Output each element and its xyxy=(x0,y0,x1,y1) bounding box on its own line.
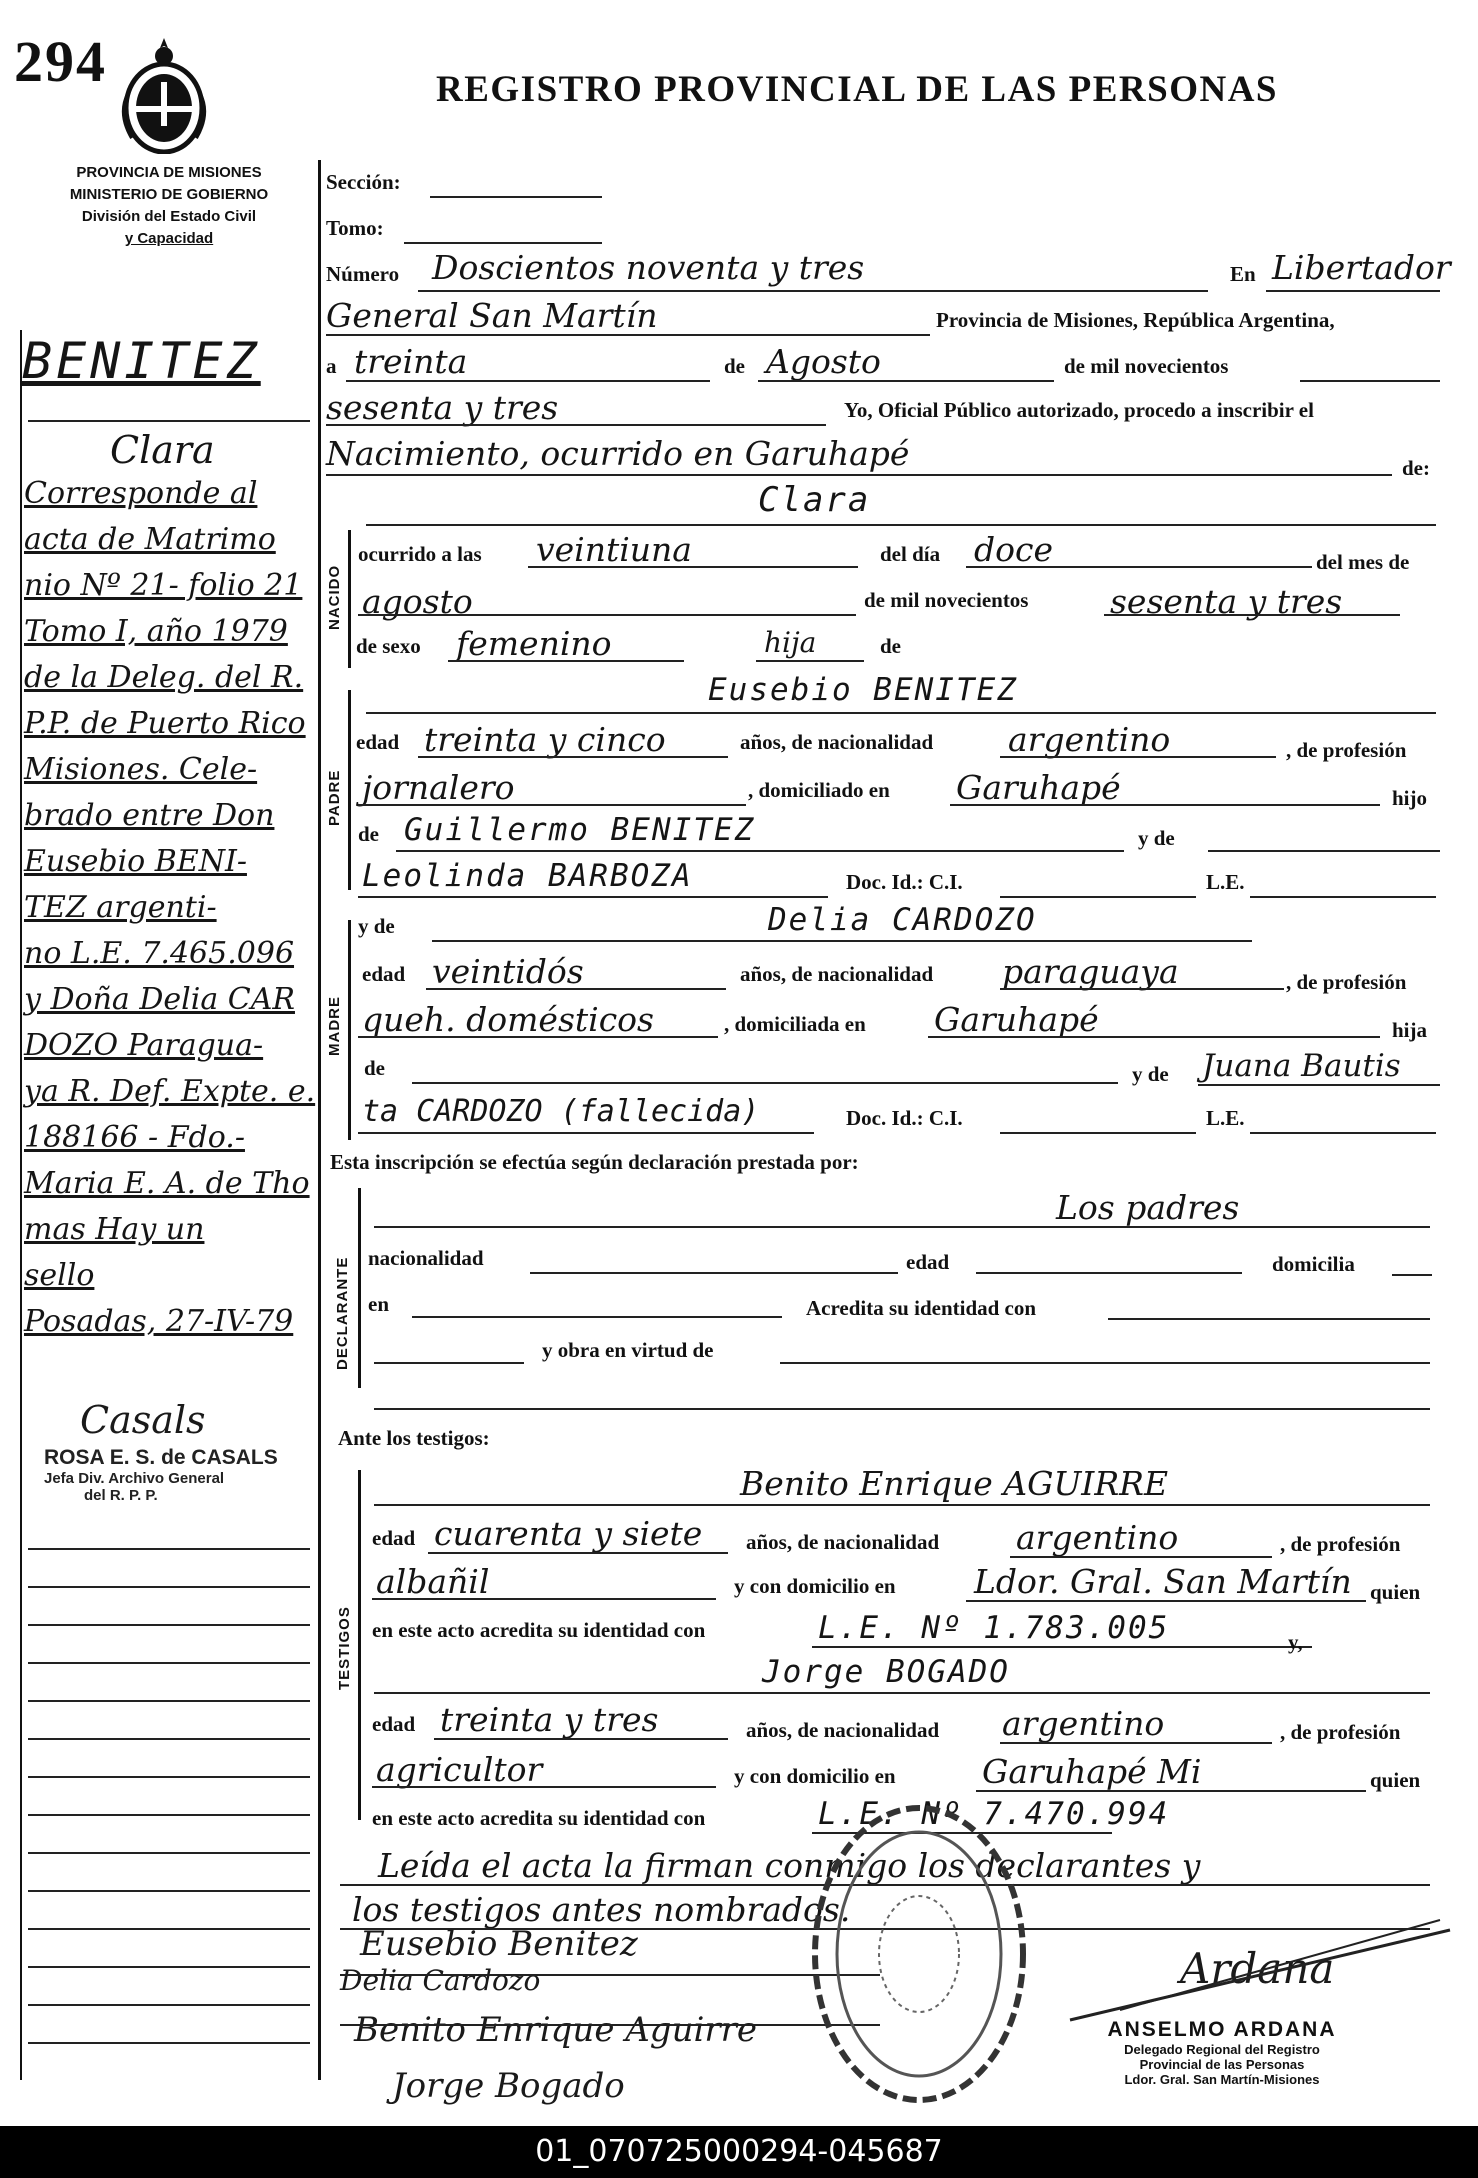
witness2-nac-value: argentino xyxy=(1002,1704,1165,1743)
madre-nac-label: años, de nacionalidad xyxy=(740,962,934,986)
madre-doc-rule xyxy=(1000,1132,1196,1134)
sexo-label: de sexo xyxy=(356,634,421,658)
padre-de-label: de xyxy=(358,822,379,846)
margin-rule xyxy=(28,1738,310,1740)
margin-rule xyxy=(28,420,310,422)
padre-name-rule xyxy=(366,712,1436,714)
margin-stamp xyxy=(44,1446,278,1504)
day-rule xyxy=(346,380,710,382)
margin-note-line: nio Nº 21- folio 21 xyxy=(24,568,303,603)
padre-mother-rule xyxy=(358,896,828,898)
witness1-y-label: y, xyxy=(1288,1630,1303,1654)
witness1-nac-value: argentino xyxy=(1016,1518,1179,1557)
witness1-prof-value: albañil xyxy=(376,1562,490,1601)
witness2-acredita-label: en este acto acredita su identidad con xyxy=(372,1806,706,1830)
witness2-doc-value: L.E. Nº 7.470.994 xyxy=(818,1796,1170,1832)
madre-bracket xyxy=(348,920,351,1140)
witness2-edad-label: edad xyxy=(372,1712,416,1736)
witness1-doc-value: L.E. Nº 1.783.005 xyxy=(818,1610,1170,1646)
birth-month-value: agosto xyxy=(362,582,473,621)
nacido-name-rule xyxy=(366,524,1436,526)
round-seal-icon xyxy=(806,1796,1032,2112)
declarante-obra-rule-lead xyxy=(374,1362,524,1364)
birth-day-value: doce xyxy=(974,530,1054,569)
padre-dom-label: , domiciliado en xyxy=(748,778,890,802)
witness2-quien-label: quien xyxy=(1370,1768,1421,1792)
margin-note-line: y Doña Delia CAR xyxy=(24,982,295,1017)
madre-edad-label: edad xyxy=(362,962,406,986)
birth-day-rule xyxy=(966,566,1312,568)
margin-rule xyxy=(28,1966,310,1968)
margin-given-name: Clara xyxy=(110,428,215,472)
madre-edad-rule xyxy=(426,988,726,990)
margin-signature: Casals xyxy=(80,1398,206,1442)
padre-name: Eusebio BENITEZ xyxy=(708,672,1018,708)
margin-rule xyxy=(28,1814,310,1816)
padre-y-de-label: y de xyxy=(1138,826,1175,850)
madre-nac-value: paraguaya xyxy=(1002,952,1179,991)
margin-note-line: sello xyxy=(24,1258,95,1293)
declarante-name-rule xyxy=(374,1226,1430,1228)
page-number: 294 xyxy=(14,29,107,94)
margin-note-line: Posadas, 27-IV-79 xyxy=(24,1304,294,1339)
padre-edad-rule xyxy=(418,756,728,758)
closing-line-2: los testigos antes nombrados. xyxy=(352,1890,851,1929)
margin-note-line: Corresponde al xyxy=(24,476,258,511)
padre-le-rule xyxy=(1250,896,1436,898)
witness1-dom-value: Ldor. Gral. San Martín xyxy=(974,1562,1352,1601)
en-value-continued: General San Martín xyxy=(326,296,658,335)
madre-y-de-label: y de xyxy=(358,914,395,938)
margin-stamp-line: ROSA E. S. de CASALS xyxy=(44,1446,278,1469)
sexo-value: femenino xyxy=(456,624,612,663)
declarante-en-rule xyxy=(412,1316,782,1318)
margin-stamp-line: Jefa Div. Archivo General xyxy=(44,1470,225,1487)
org-line: PROVINCIA DE MISIONES xyxy=(76,164,262,181)
de-label: de xyxy=(724,354,745,378)
margin-rule xyxy=(28,2004,310,2006)
declarante-side-label: DECLARANTE xyxy=(334,1256,351,1370)
margin-rule xyxy=(28,1548,310,1550)
mil-rule xyxy=(1300,380,1440,382)
madre-prof-value: queh. domésticos xyxy=(362,1000,654,1039)
madre-edad-value: veintidós xyxy=(432,952,584,991)
witness2-dom-label: y con domicilio en xyxy=(734,1764,896,1788)
padre-le-label: L.E. xyxy=(1206,870,1245,894)
padre-prof-rule xyxy=(358,804,746,806)
declarante-extra-rule xyxy=(374,1408,1430,1410)
padre-nac-label: años, de nacionalidad xyxy=(740,730,934,754)
margin-note-line: ya R. Def. Expte. e. xyxy=(24,1074,316,1109)
margin-edge xyxy=(20,330,22,2080)
witness2-prof-value: agricultor xyxy=(376,1750,543,1789)
signature-1: Eusebio Benitez xyxy=(360,1924,638,1964)
madre-dom-value: Garuhapé xyxy=(934,1000,1099,1039)
act-rule xyxy=(326,474,1392,476)
coat-of-arms-icon xyxy=(118,34,210,154)
witness1-acredita-label: en este acto acredita su identidad con xyxy=(372,1618,706,1642)
margin-surname: BENITEZ xyxy=(22,332,261,390)
witness1-name: Benito Enrique AGUIRRE xyxy=(740,1464,1169,1503)
padre-doc-rule xyxy=(1000,896,1196,898)
madre-name: Delia CARDOZO xyxy=(768,902,1037,938)
seccion-rule xyxy=(430,196,602,198)
testigos-intro: Ante los testigos: xyxy=(338,1426,490,1450)
hija-value: hija xyxy=(764,626,817,659)
declarante-dom-label: domicilia xyxy=(1272,1252,1355,1276)
margin-rule xyxy=(28,2042,310,2044)
madre-y-de2-label: y de xyxy=(1132,1062,1169,1086)
padre-nac-value: argentino xyxy=(1008,720,1171,759)
nacido-name: Clara xyxy=(758,480,871,520)
margin-note-line: Misiones. Cele- xyxy=(24,752,258,787)
margin-note-line: DOZO Paragua- xyxy=(24,1028,264,1063)
margin-rule xyxy=(28,1624,310,1626)
footer-code: 01_070725000294-045687 xyxy=(535,2134,943,2169)
margin-note-line: Eusebio BENI- xyxy=(24,844,247,879)
declarante-intro: Esta inscripción se efectúa según declaración prestada por: xyxy=(330,1150,859,1174)
margin-note-line: Maria E. A. de Tho xyxy=(24,1166,310,1201)
padre-dom-rule xyxy=(950,804,1380,806)
witness2-nac-label: años, de nacionalidad xyxy=(746,1718,940,1742)
official-stamp xyxy=(1072,2018,1372,2087)
tomo-rule xyxy=(404,242,602,244)
witness2-dom-value: Garuhapé Mi xyxy=(982,1752,1202,1791)
witness2-prof-label: , de profesión xyxy=(1280,1720,1401,1744)
witness2-edad-value: treinta y tres xyxy=(440,1700,659,1739)
madre-hija-label: hija xyxy=(1392,1018,1428,1042)
padre-side-label: PADRE xyxy=(326,769,343,826)
day-value: treinta xyxy=(354,342,468,381)
madre-le-label: L.E. xyxy=(1206,1106,1245,1130)
padre-father-rule xyxy=(396,850,1124,852)
nacido-de-label: de xyxy=(880,634,901,658)
madre-mother-rule xyxy=(1198,1084,1440,1086)
signature-rule xyxy=(340,1974,880,1976)
numero-rule xyxy=(418,290,1208,292)
ocurrido-label: ocurrido a las xyxy=(358,542,482,566)
en-rule xyxy=(1266,290,1440,292)
padre-bracket xyxy=(348,690,351,890)
numero-value: Doscientos noventa y tres xyxy=(432,248,865,287)
sexo-rule xyxy=(448,660,684,662)
madre-name-rule xyxy=(432,940,1252,942)
en-rule-2 xyxy=(326,334,930,336)
year-rule xyxy=(326,424,826,426)
del-dia-label: del día xyxy=(880,542,941,566)
hour-rule xyxy=(528,566,858,568)
padre-doc-label: Doc. Id.: C.I. xyxy=(846,870,963,894)
official-title: Ldor. Gral. San Martín-Misiones xyxy=(1124,2072,1320,2087)
act-value: Nacimiento, ocurrido en Garuhapé xyxy=(326,434,910,473)
signature-flourish-icon xyxy=(1060,1910,1460,2030)
madre-de-label: de xyxy=(364,1056,385,1080)
padre-dom-value: Garuhapé xyxy=(956,768,1121,807)
declarante-edad-label: edad xyxy=(906,1250,950,1274)
margin-note-line: no L.E. 7.465.096 xyxy=(24,936,295,971)
margin-rule xyxy=(28,1700,310,1702)
declarante-obra-label: y obra en virtud de xyxy=(542,1338,714,1362)
tomo-label: Tomo: xyxy=(326,216,384,240)
padre-nac-rule xyxy=(1000,756,1276,758)
seccion-label: Sección: xyxy=(326,170,401,194)
madre-dom-label: , domiciliada en xyxy=(724,1012,866,1036)
declarante-name: Los padres xyxy=(1056,1188,1240,1227)
madre-dom-rule xyxy=(928,1036,1380,1038)
official-title: Delegado Regional del Registro xyxy=(1124,2042,1320,2057)
witness1-prof-label: , de profesión xyxy=(1280,1532,1401,1556)
declarante-acredita-label: Acredita su identidad con xyxy=(806,1296,1037,1320)
witness1-prof-rule xyxy=(372,1598,716,1600)
testigos-side-label: TESTIGOS xyxy=(336,1606,353,1690)
padre-father-value: Guillermo BENITEZ xyxy=(404,812,756,848)
witness1-name-rule xyxy=(374,1504,1430,1506)
madre-mother-value-continued: ta CARDOZO (fallecida) xyxy=(362,1094,760,1129)
birth-year-value: sesenta y tres xyxy=(1110,582,1343,621)
margin-note-line: P.P. de Puerto Rico xyxy=(24,706,306,741)
margin-note-line: TEZ argenti- xyxy=(24,890,217,925)
nacido-side-label: NACIDO xyxy=(326,564,343,630)
margin-note-line: 188166 - Fdo.- xyxy=(24,1120,245,1155)
signature-3: Benito Enrique Aguirre xyxy=(354,2010,757,2050)
mil-text: de mil novecientos xyxy=(1064,354,1229,378)
madre-mother-rule-2 xyxy=(358,1132,814,1134)
nacido-bracket xyxy=(348,530,351,668)
month-rule xyxy=(758,380,1054,382)
witness2-name-rule xyxy=(374,1692,1430,1694)
padre-mother-value: Leolinda BARBOZA xyxy=(362,858,693,894)
madre-prof-label: , de profesión xyxy=(1286,970,1407,994)
margin-rule xyxy=(28,1662,310,1664)
padre-prof-label: , de profesión xyxy=(1286,738,1407,762)
witness1-quien-label: quien xyxy=(1370,1580,1421,1604)
witness1-edad-label: edad xyxy=(372,1526,416,1550)
witness2-dom-rule xyxy=(976,1790,1366,1792)
provincia-text: Provincia de Misiones, República Argentina, xyxy=(936,308,1335,332)
margin-note-line: mas Hay un xyxy=(24,1212,205,1247)
signature-4: Jorge Bogado xyxy=(392,2066,625,2106)
en-value: Libertador xyxy=(1272,248,1451,287)
madre-le-rule xyxy=(1250,1132,1436,1134)
witness2-nac-rule xyxy=(1000,1742,1272,1744)
madre-prof-rule xyxy=(358,1036,718,1038)
org-line: MINISTERIO DE GOBIERNO xyxy=(69,186,269,203)
org-block xyxy=(28,162,310,250)
padre-hijo-label: hijo xyxy=(1392,786,1428,810)
margin-rule xyxy=(28,1586,310,1588)
declarante-edad-rule xyxy=(976,1272,1242,1274)
org-line: y Capacidad xyxy=(124,230,214,247)
testigos-bracket xyxy=(358,1470,361,1820)
padre-edad-label: edad xyxy=(356,730,400,754)
margin-rule xyxy=(28,1776,310,1778)
official-signature: Ardana xyxy=(1180,1944,1335,1993)
witness1-edad-rule xyxy=(428,1552,728,1554)
margin-note-line: Tomo I, año 1979 xyxy=(24,614,288,649)
padre-prof-value: jornalero xyxy=(362,768,515,807)
a-label: a xyxy=(326,354,337,378)
year-value: sesenta y tres xyxy=(326,388,559,427)
numero-label: Número xyxy=(326,262,400,286)
month-value: Agosto xyxy=(766,342,881,381)
signature-2: Delia Cardozo xyxy=(340,1964,541,1997)
witness2-prof-rule xyxy=(372,1786,716,1788)
yo-text: Yo, Oficial Público autorizado, procedo a inscribir el xyxy=(844,398,1314,422)
official-name: ANSELMO ARDANA xyxy=(1107,2018,1337,2041)
margin-rule xyxy=(28,1852,310,1854)
witness2-edad-rule xyxy=(434,1738,728,1740)
witness2-name: Jorge BOGADO xyxy=(762,1654,1010,1690)
footer-bar xyxy=(0,2126,1478,2178)
de-mil-label: de mil novecientos xyxy=(864,588,1029,612)
birth-year-rule xyxy=(1104,614,1400,616)
padre-edad-value: treinta y cinco xyxy=(424,720,666,759)
witness1-edad-value: cuarenta y siete xyxy=(434,1514,703,1553)
madre-side-label: MADRE xyxy=(326,996,343,1056)
padre-y-de-rule xyxy=(1208,850,1440,852)
margin-note-line: acta de Matrimo xyxy=(24,522,276,557)
declarante-nac-label: nacionalidad xyxy=(368,1246,484,1270)
signature-rule xyxy=(340,2024,880,2026)
birth-month-rule xyxy=(358,614,856,616)
madre-de-rule xyxy=(412,1082,1118,1084)
witness1-nac-rule xyxy=(1010,1556,1272,1558)
witness1-dom-rule xyxy=(966,1600,1366,1602)
witness1-dom-label: y con domicilio en xyxy=(734,1574,896,1598)
document-title: REGISTRO PROVINCIAL DE LAS PERSONAS xyxy=(436,69,1279,110)
declarante-bracket xyxy=(358,1188,361,1388)
closing-line-1: Leída el acta la firman conmigo los declarantes y xyxy=(378,1846,1201,1885)
madre-nac-rule xyxy=(1000,988,1284,990)
declarante-nac-rule xyxy=(530,1272,898,1274)
official-title: Provincial de las Personas xyxy=(1139,2057,1305,2072)
hija-rule xyxy=(756,660,864,662)
declarante-dom-rule xyxy=(1392,1274,1432,1276)
hour-value: veintiuna xyxy=(536,530,692,569)
margin-note-line: brado entre Don xyxy=(24,798,275,833)
margin-rule xyxy=(28,1890,310,1892)
witness1-nac-label: años, de nacionalidad xyxy=(746,1530,940,1554)
margin-rule xyxy=(28,1928,310,1930)
declarante-obra-rule xyxy=(780,1362,1430,1364)
margin-stamp-line: del R. P. P. xyxy=(84,1487,158,1504)
en-label: En xyxy=(1230,262,1256,286)
de-colon: de: xyxy=(1402,456,1430,480)
margin-note xyxy=(24,476,324,1350)
del-mes-label: del mes de xyxy=(1316,550,1410,574)
declarante-en-label: en xyxy=(368,1292,389,1316)
witness1-doc-rule xyxy=(812,1646,1312,1648)
org-line: División del Estado Civil xyxy=(81,208,257,225)
margin-note-line: de la Deleg. del R. xyxy=(24,660,304,695)
madre-mother-value: Juana Bautis xyxy=(1202,1048,1401,1084)
madre-doc-label: Doc. Id.: C.I. xyxy=(846,1106,963,1130)
declarante-acredita-rule xyxy=(1108,1318,1430,1320)
